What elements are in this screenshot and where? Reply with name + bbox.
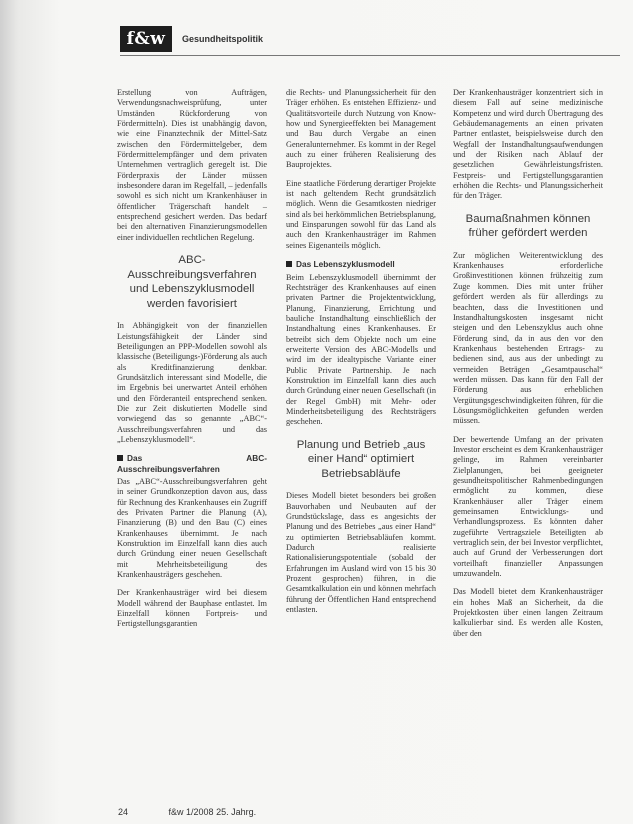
text-column-2: [286, 88, 436, 800]
paragraph: Der Krankenhausträger wird bei diesem Modell während der Bauphase entlastet. Im Einzelfall können Fortpreis- und Fertigstellungsgarantien: [117, 588, 267, 629]
page-footer: [118, 807, 256, 817]
paragraph: Erstellung von Aufträgen, Verwendungsnachweisprüfung, unter Umständen Rückforderung von Fördermitteln). Dies ist unabhängig davon, wie eine Finanztechnik der Mittel-Satz zwischen den Fördermittelgeber, dem Fördermittelempfänger und dem privaten Unternehmen vertraglich geregelt ist. Die Förderpraxis der Länder müssen insbesondere daran im Regelfall, – jedenfalls sowohl es sich nicht um Krankenhäuser in öffentlicher Trägerschaft handelt – entsprechend gesichert werden. Das bedarf bei den alternativen Finanzierungsmodellen einer individuellen rechtlichen Regelung.: [117, 88, 267, 242]
paragraph: Das Modell bietet dem Krankenhausträger ein hohes Maß an Sicherheit, da die Projektkosten über einen langen Zeitraum kalkulierbar sind. Es werden alle Kosten, über den: [453, 587, 603, 638]
paragraph: Das „ABC“-Ausschreibungsverfahren geht in seiner Grundkonzeption davon aus, dass für Rechnung des Krankenhauses ein Zugriff des Privaten Partner die Planung (A), Finanzierung (B) und den Bau (C) eines Krankenhauses übernimmt. Je nach Konstruktion im Einzelfall kann dies auch durch Gründung einer neuen Gesellschaft mit Mehrheitsbeteiligung des Krankenhausträgers geschehen.: [117, 476, 267, 580]
bullet-heading-text: Das ABC-Ausschreibungsverfahren: [117, 453, 267, 474]
subheading: ABC-Ausschreibungsverfahren und Lebenszyklusmodell werden favorisiert: [127, 254, 257, 310]
bullet-heading-text: Das Lebenszyklusmodell: [296, 259, 395, 270]
journal-logo: f&w: [120, 26, 172, 52]
section-title: Gesundheitspolitik: [182, 34, 264, 44]
bullet-heading: [286, 259, 436, 269]
paragraph: Eine staatliche Förderung derartiger Projekte ist nach geltendem Recht grundsätzlich möglich. Wenn die Gesamtkosten niedriger sind als bei herkömmlichen Betriebsplanung, und Einsparungen sowohl für das Land als auch den Krankenhausträger im Rahmen seines Eigenanteils möglich.: [286, 178, 436, 250]
paragraph: Dieses Modell bietet besonders bei großen Bauvorhaben und Neubauten auf der Grundstückslage, dass es angesichts der Planung und des Betriebes „aus einer Hand“ zu optimierten Betriebsabläufen kommt. Dadurch realisierte Rationalisierungspotentiale (sobald der Erfahrungen im Ausland wird von 15 bis 30 Prozent gesprochen) führen, in die Gesamtkalkulation ein und können mehrfach führung der Öffentlichen Hand entsprechend entlasten.: [286, 491, 436, 614]
page-number: 24: [118, 807, 129, 817]
square-bullet-icon: [286, 261, 292, 267]
journal-issue: f&w 1/2008 25. Jahrg.: [168, 807, 257, 817]
text-column-3: [453, 88, 603, 800]
subheading: Baumaßnahmen können früher gefördert werden: [465, 212, 591, 240]
square-bullet-icon: [117, 455, 123, 461]
text-column-1: [117, 88, 267, 800]
paragraph: Der Krankenhausträger konzentriert sich in diesem Fall auf seine medizinische Kompetenz und wird durch Übertragung des Gebäudemanagements an einen privaten Partner entlastet, beispielsweise durch den Wegfall der Instandhaltungsaufwendungen und der Risiken nach Ablauf der gesetzlichen Gewährleistungsfristen. Festpreis- und Fertigstellungsgarantien erhöhen die Rechts- und Planungssicherheit für den Träger.: [453, 88, 603, 201]
paragraph: In Abhängigkeit von der finanziellen Leistungsfähigkeit der Länder sind Beteiligungen an PPP-Modellen sowohl als klassische (Beteiligungs-)Förderung als auch als Kreditfinanzierung denkbar. Grundsätzlich interessant sind Modelle, die im Ergebnis bei unerwartet Anteil erhöhen und den Förderanteil entsprechend senken. Die zur Zeit diskutierten Modelle sind vorwiegend das so genannte „ABC“-Ausschreibungsverfahren und das „Lebenszyklusmodell“.: [117, 321, 267, 444]
paragraph: Der bewertende Umfang an der privaten Investor erscheint es dem Krankenhausträger gelinge, im Rahmen vereinbarter Zielplanungen, bei geeigneter gesundheitspolitischer Rahmenbedingungen ermöglicht zu kommen, diese Krankenhäuser aller Träger einem gemeinsamen Entwicklungs- und Verhandlungsprozess. Es könnten daher zugeführte Vertragsziele Beteiligten ab vertraglich sein, der bei Investor verpflichtet, auch auf Grund der Verbesserungen dort vorteilhaft finanzieller Anpassungen umzuwandeln.: [453, 434, 603, 579]
bullet-heading: [117, 453, 267, 474]
subheading: Planung und Betrieb „aus einer Hand“ optimiert Betriebsabläufe: [296, 438, 426, 480]
paragraph: Beim Lebenszyklusmodell übernimmt der Rechtsträger des Krankenhauses auf einen privaten Partner die Projektentwicklung, Planung, Finanzierung, Errichtung und bauliche Instandhaltung einschließlich der Instandhaltung eines Krankenhauses. Er betreibt sich dem Objekte noch um eine erweiterte Version des ABC-Modells und wird im der idealtypische Variante einer Public Private Partnership. Je nach Konstruktion im Einzelfall kann dies auch durch Gründung einer neuen Gesellschaft (in der Regel GmbH) mit Mehr- oder Minderheitsbeteiligung des Rechtsträgers geschehen.: [286, 272, 436, 427]
paragraph: Zur möglichen Weiterentwicklung des Krankenhauses erforderliche Großinvestitionen können frühzeitig zum Zuge kommen. Dies mit unter früher gefördert werden als für allerdings zu beachten, dass die Investitionen und Instandhaltungskosten insgesamt nicht steigen und den Lebenszyklus auch ohne Förderung sind, da in aus den vor den Krankenhaus bestehenden Ertrags- zu bedienen sind, aus aus der unbedingt zu vermeiden Beträgen „Gesamtpauschal“ werden müssen. Das kann für den Fall der Förderung aus erheblichen Vergütungsgeschwindigkeiten führen, für die Lösungsmöglichkeiten gefunden werden müssen.: [453, 250, 603, 426]
paragraph: die Rechts- und Planungssicherheit für den Träger erhöhen. Es entstehen Effizienz- und Qualitätsvorteile durch Nutzung von Know-how und Synergieeffekten bei Management und Bau durch Vergabe an einen Generalunternehmer. Es kommt in der Regel auch zu einer früheren Realisierung des Bauprojektes.: [286, 88, 436, 170]
header-rule: [120, 55, 620, 56]
